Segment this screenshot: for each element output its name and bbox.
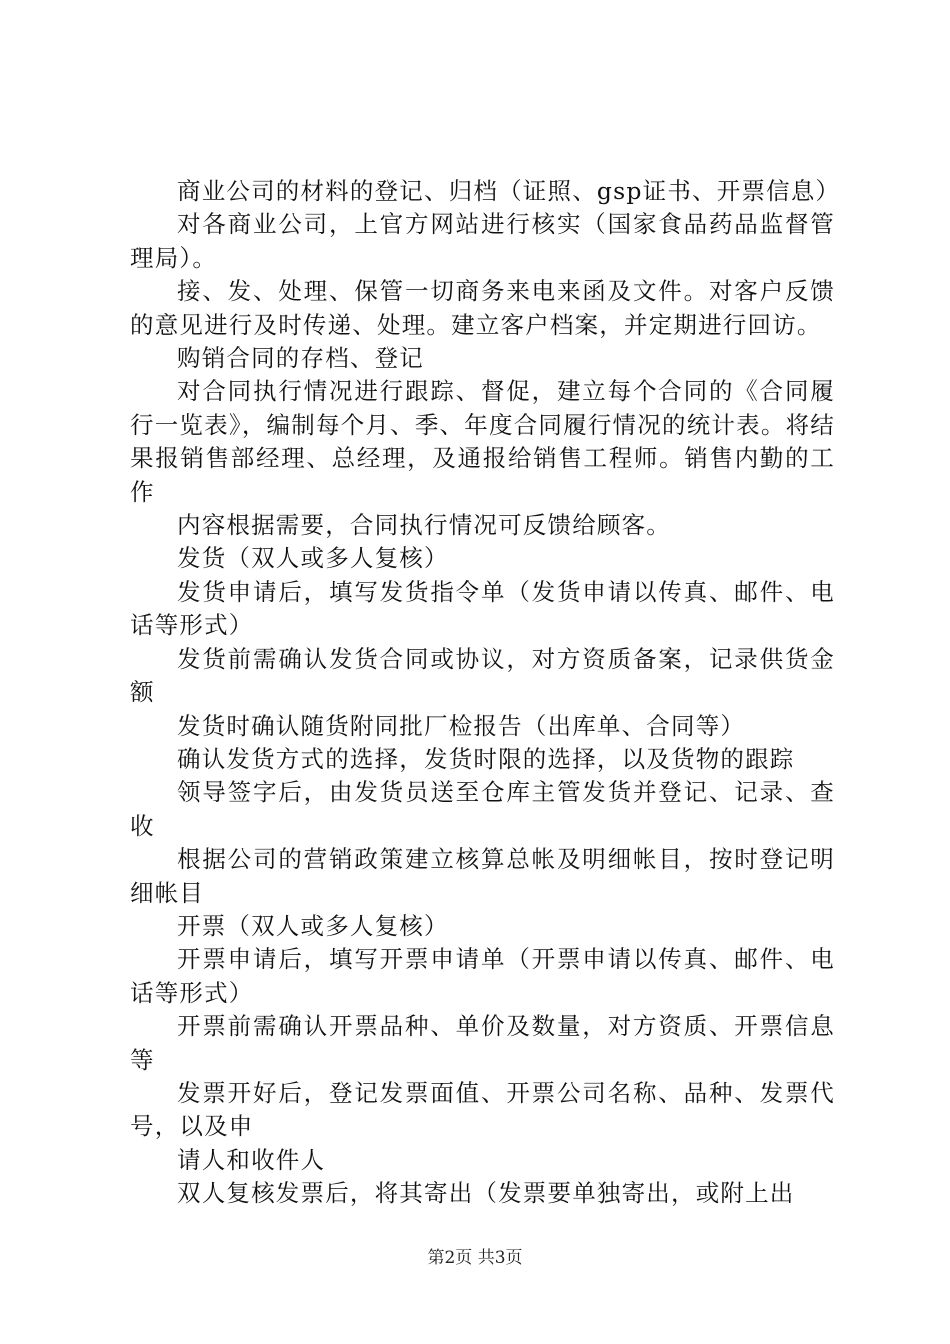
paragraph: 确认发货方式的选择，发货时限的选择，以及货物的跟踪: [177, 744, 795, 773]
paragraph: 根据公司的营销政策建立核算总帐及明细帐目，按时登记明细帐目: [130, 845, 835, 907]
paragraph: 开票（双人或多人复核）: [177, 911, 449, 940]
page-number-footer: 第2页 共3页: [427, 1248, 523, 1268]
paragraph: 发货前需确认发货合同或协议，对方资质备案，记录供货金额: [130, 644, 835, 707]
paragraph: 内容根据需要，合同执行情况可反馈给顾客。: [177, 511, 671, 540]
paragraph: 商业公司的材料的登记、归档（证照、gsp证书、开票信息）: [177, 177, 841, 205]
paragraph: 发货申请后，填写发货指令单（发货申请以传真、邮件、电话等形式）: [130, 577, 835, 640]
paragraph: 对合同执行情况进行跟踪、督促，建立每个合同的《合同履行一览表》，编制每个月、季、年度合同履行情况的统计表。将结果报销售部经理、总经理，及通报给销售工程师。销售内勤的工作: [130, 377, 835, 506]
paragraph: 开票申请后，填写开票申请单（开票申请以传真、邮件、电话等形式）: [130, 945, 835, 1007]
paragraph: 双人复核发票后，将其寄出（发票要单独寄出，或附上出: [177, 1179, 795, 1208]
paragraph: 开票前需确认开票品种、单价及数量，对方资质、开票信息等: [130, 1012, 835, 1074]
paragraph: 对各商业公司，上官方网站进行核实（国家食品药品监督管理局）。: [130, 210, 835, 272]
paragraph: 发货（双人或多人复核）: [177, 544, 449, 573]
paragraph: 领导签字后，由发货员送至仓库主管发货并登记、记录、查收: [130, 778, 835, 840]
paragraph: 购销合同的存档、登记: [177, 344, 424, 373]
paragraph: 请人和收件人: [177, 1145, 326, 1174]
document-body: [130, 175, 841, 1211]
paragraph: 发货时确认随货附同批厂检报告（出库单、合同等）: [177, 711, 746, 740]
paragraph: 发票开好后，登记发票面值、开票公司名称、品种、发票代号，以及申: [130, 1078, 835, 1141]
paragraph: 接、发、处理、保管一切商务来电来函及文件。对客户反馈的意见进行及时传递、处理。建立客户档案，并定期进行回访。: [130, 277, 835, 339]
